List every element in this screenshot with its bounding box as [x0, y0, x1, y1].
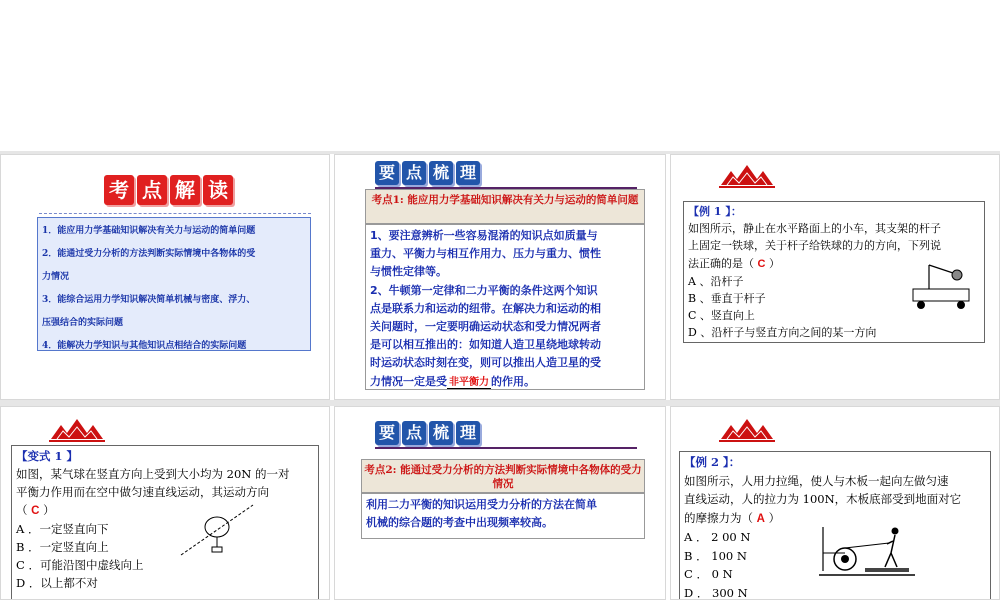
title-underline	[375, 447, 637, 449]
body-line: 关问题时，一定要明确运动状态和受力情况两者	[370, 320, 601, 334]
body-line	[370, 373, 640, 392]
question-line: 上固定一铁球，关于杆子给铁球的力的方向，下列说	[688, 239, 941, 253]
blank-answer: 非平衡力	[449, 376, 489, 388]
text-fragment: 法正确的是（	[688, 256, 754, 270]
kaodian-body	[365, 224, 645, 390]
tree-decoration-icon	[719, 417, 775, 443]
kaodian-list	[37, 217, 311, 351]
title-char: 点	[402, 161, 426, 185]
option-b: B ．一定竖直向上	[16, 540, 109, 554]
example-label: 【例 2 】：	[684, 455, 741, 469]
option-b: B ． 100 N	[684, 548, 747, 563]
list-item: 力情况	[42, 272, 70, 282]
question-line: 如图，某气球在竖直方向上受到大小均为 20N 的一对	[16, 467, 290, 481]
text-fragment: ）	[768, 510, 781, 525]
text-fragment: 力情况一定是受	[370, 374, 447, 388]
slide-kaodian	[0, 154, 330, 400]
body-line: 点是联系力和运动的纽带。在解决力和运动的相	[370, 301, 601, 315]
question-line: 平衡力作用而在空中做匀速直线运动，其运动方向	[16, 485, 269, 499]
text-fragment: 的摩擦力为（	[684, 510, 753, 525]
variant-label: 【变式 1 】	[16, 449, 79, 463]
question-line: 如图所示，静止在水平路面上的小车，其支架的杆子	[688, 222, 941, 236]
title-char: 解	[170, 175, 200, 205]
body-line: 是可以相互推出的：如知道人造卫星绕地球转动	[370, 338, 601, 352]
body-line: 时运动状态时刻在变，则可以推出人造卫星的受	[370, 356, 601, 370]
question-line: 如图所示，人用力拉绳，使人与木板一起向左做匀速	[684, 473, 949, 488]
example-label: 【例 1 】：	[688, 205, 742, 218]
title-char: 梳	[429, 421, 453, 445]
slide-example-2	[670, 406, 1000, 600]
title-char: 点	[137, 175, 167, 205]
title-char: 点	[402, 421, 426, 445]
body-line: 与惯性定律等。	[370, 265, 447, 279]
kaodian-title	[104, 175, 233, 205]
variant-1-box	[11, 445, 319, 600]
body-line: 利用二力平衡的知识运用受力分析的方法在简单	[366, 498, 597, 511]
kaodian-body	[361, 493, 645, 539]
option-d: D ． 300 N	[684, 585, 748, 600]
balloon-figure-icon	[177, 503, 257, 559]
option-a: A ．一定竖直向下	[16, 522, 109, 536]
text-fragment: 的作用。	[491, 374, 535, 388]
title-char: 要	[375, 161, 399, 185]
option-a: A 、沿杆子	[688, 274, 744, 288]
body-line: 机械的综合题的考查中出现频率较高。	[366, 516, 553, 530]
option-c: C ． 0 N	[684, 567, 733, 581]
text-fragment: ）	[43, 503, 55, 517]
answer-mark: C	[757, 257, 766, 270]
answer-mark: A	[756, 512, 765, 525]
cart-figure-icon	[907, 259, 979, 311]
list-item: 压强结合的实际问题	[42, 318, 124, 328]
slide-example-1	[670, 154, 1000, 400]
kaodian-heading: 考点2: 能通过受力分析的方法判断实际情境中各物体的受力情况	[361, 459, 645, 493]
option-a: A ． 2 00 N	[684, 530, 751, 544]
roller-figure-icon	[819, 523, 915, 577]
option-c: C 、竖直向上	[688, 309, 755, 323]
title-char: 读	[203, 175, 233, 205]
body-line: 1、要注意辨析一些容易混淆的知识点如质量与	[370, 229, 598, 242]
list-item: 1．能应用力学基础知识解决有关力与运动的简单问题	[42, 226, 256, 236]
text-fragment: （	[16, 503, 28, 517]
slide-yaodian-1	[334, 154, 666, 400]
tree-decoration-icon	[49, 417, 105, 443]
slide-variant-1	[0, 406, 330, 600]
kaodian-heading: 考点1: 能应用力学基础知识解决有关力与运动的简单问题	[365, 189, 645, 224]
answer-mark: C	[31, 505, 40, 517]
text-fragment: ）	[768, 256, 780, 270]
body-line: 2、牛顿第一定律和二力平衡的条件这两个知识	[370, 283, 598, 297]
yaodian-title	[375, 421, 480, 445]
divider	[39, 213, 311, 214]
tree-decoration-icon	[719, 163, 775, 189]
option-c: C ．可能沿图中虚线向上	[16, 558, 144, 572]
yaodian-title	[375, 161, 480, 185]
list-item: 3．能综合运用力学知识解决简单机械与密度、浮力、	[42, 295, 256, 305]
title-char: 梳	[429, 161, 453, 185]
body-line: 重力、平衡力与相互作用力、压力与重力、惯性	[370, 247, 601, 261]
slide-yaodian-2	[334, 406, 666, 600]
question-line: 直线运动，人的拉力为 100N，木板底部受到地面对它	[684, 492, 962, 506]
option-b: B 、垂直于杆子	[688, 292, 766, 306]
title-char: 考	[104, 175, 134, 205]
question-line	[16, 501, 314, 520]
title-char: 理	[456, 161, 480, 185]
list-item: 4．能解决力学知识与其他知识点相结合的实际问题	[42, 341, 247, 351]
option-d: D ．以上都不对	[16, 576, 98, 590]
title-char: 要	[375, 421, 399, 445]
option-d: D 、沿杆子与竖直方向之间的某一方向	[688, 326, 877, 340]
list-item: 2．能通过受力分析的方法判断实际情境中各物体的受	[42, 249, 256, 259]
title-char: 理	[456, 421, 480, 445]
